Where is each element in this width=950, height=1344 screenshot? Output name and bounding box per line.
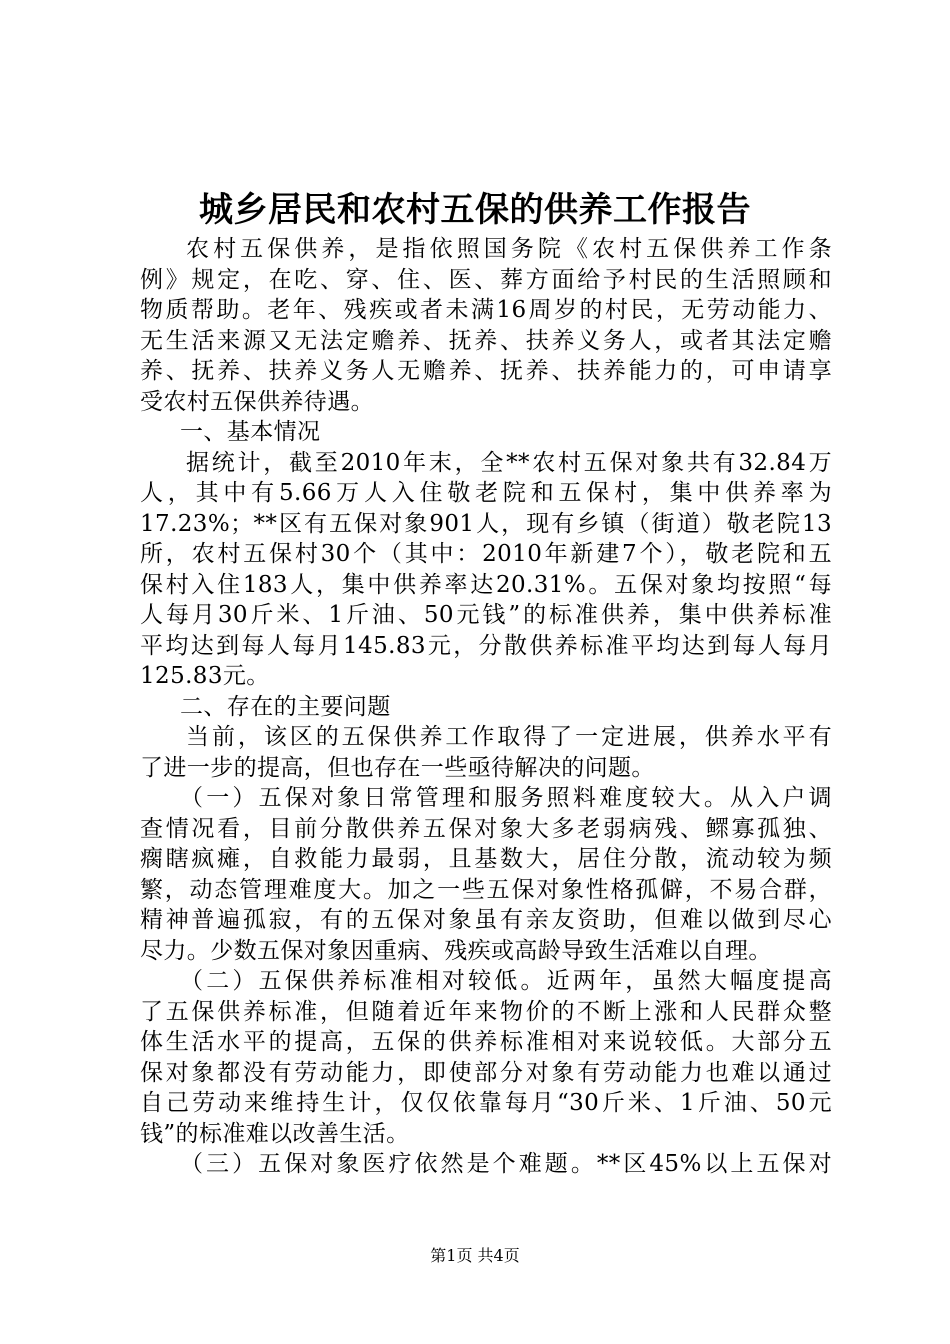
paragraph-line: 农村五保供养，是指依照国务院《农村五保供养工作条 [186,236,832,262]
paragraph-line: 养、抚养、扶养义务人无赡养、抚养、扶养能力的，可申请享 [140,358,832,384]
paragraph-line: 体生活水平的提高，五保的供养标准相对来说较低。大部分五 [140,1029,832,1055]
paragraph-line: 物质帮助。老年、残疾或者未满16周岁的村民，无劳动能力、 [140,297,832,323]
section-heading: 一、基本情况 [180,419,321,445]
paragraph-line: 了五保供养标准，但随着近年来物价的不断上涨和人民群众整 [140,998,832,1025]
paragraph-line: 例》规定，在吃、穿、住、医、葬方面给予村民的生活照顾和 [140,266,832,293]
paragraph-line: 繁，动态管理难度大。加之一些五保对象性格孤僻，不易合群， [140,876,832,903]
document-title: 城乡居民和农村五保的供养工作报告 [199,190,751,230]
paragraph-line: 人每月30斤米、1斤油、50元钱”的标准供养，集中供养标准 [140,602,832,628]
paragraph-line: 受农村五保供养待遇。 [140,388,374,415]
paragraph-line: 据统计，截至2010年末，全**农村五保对象共有32.84万 [186,449,832,476]
document-body [140,234,832,1180]
paragraph-line: （一）五保对象日常管理和服务照料难度较大。从入户调 [180,785,832,811]
paragraph-line: 无生活来源又无法定赡养、抚养、扶养义务人，或者其法定赡 [140,327,832,354]
page-footer: 第1页 共4页 [430,1246,520,1265]
section-heading: 二、存在的主要问题 [180,693,391,720]
paragraph-line: 人，其中有5.66万人入住敬老院和五保村，集中供养率为 [140,480,832,506]
paragraph-line: （三）五保对象医疗依然是个难题。**区45%以上五保对 [180,1151,832,1177]
paragraph-line: 125.83元。 [140,663,270,689]
paragraph-line: 瘸瞎疯瘫，自救能力最弱，且基数大，居住分散，流动较为频 [140,846,832,872]
paragraph-line: （二）五保供养标准相对较低。近两年，虽然大幅度提高 [180,968,832,994]
paragraph-line: 17.23%；**区有五保对象901人，现有乡镇（街道）敬老院13 [140,510,832,537]
paragraph-line: 保村入住183人，集中供养率达20.31%。五保对象均按照“每 [140,571,832,598]
paragraph-line: 平均达到每人每月145.83元，分散供养标准平均达到每人每月 [140,632,832,659]
paragraph-line: 所，农村五保村30个（其中：2010年新建7个），敬老院和五 [140,541,832,567]
paragraph-line: 了进一步的提高，但也存在一些亟待解决的问题。 [140,754,655,781]
paragraph-line: 钱”的标准难以改善生活。 [140,1120,410,1147]
paragraph-line: 自己劳动来维持生计，仅仅依靠每月“30斤米、1斤油、50元 [140,1090,832,1116]
paragraph-line: 精神普遍孤寂，有的五保对象虽有亲友资助，但难以做到尽心 [140,907,832,933]
paragraph-line: 查情况看，目前分散供养五保对象大多老弱病残、鳏寡孤独、 [140,815,832,842]
paragraph-line: 尽力。少数五保对象因重病、残疾或高龄导致生活难以自理。 [140,937,772,964]
paragraph-line: 保对象都没有劳动能力，即使部分对象有劳动能力也难以通过 [140,1059,832,1086]
paragraph-line: 当前，该区的五保供养工作取得了一定进展，供养水平有 [186,724,832,750]
